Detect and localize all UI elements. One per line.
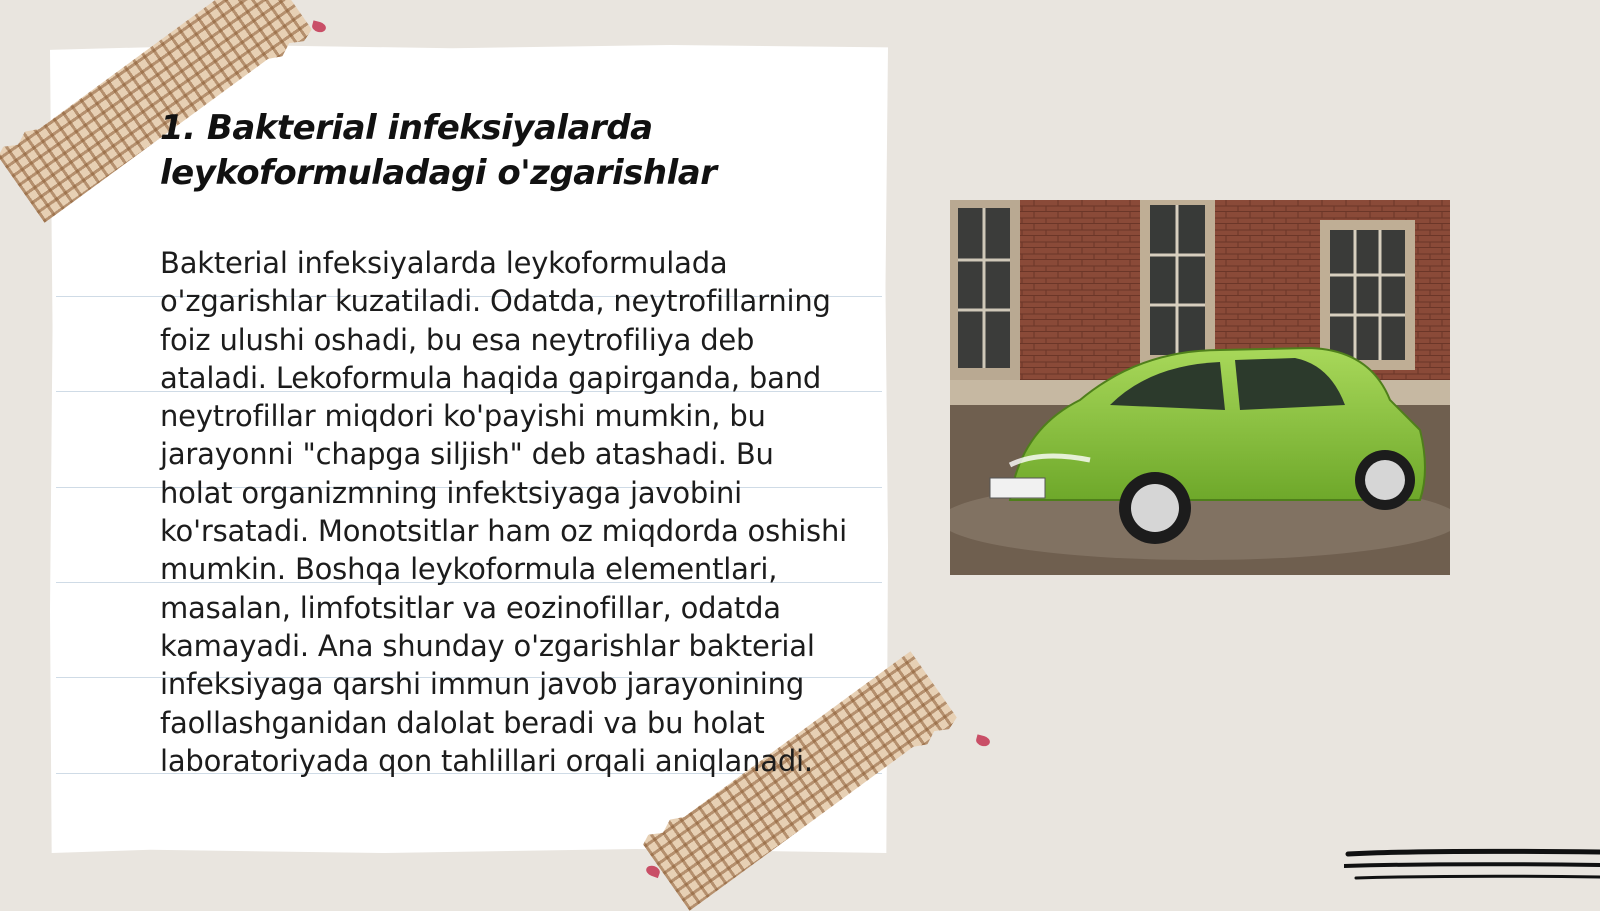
decorative-brush-lines	[1344, 840, 1600, 900]
car-photo	[950, 200, 1450, 575]
tape-pin-icon	[311, 20, 327, 33]
tape-pin-icon	[975, 734, 991, 747]
slide-title: 1. Bakterial infeksiyalarda leykoformuladagi o'zgarishlar	[160, 108, 717, 193]
slide-body-text: Bakterial infeksiyalarda leykoformulada o'zgarishlar kuzatiladi. Odatda, neytrofillarning foiz ulushi oshadi, bu esa neytrofiliya deb ataladi. Lekoformula haqida gapirganda, band neytrofillar miqdori ko'payishi mumkin, bu jarayonni "chapga siljish" deb atashadi. Bu holat organizmning infektsiyaga javobini ko'rsatadi. Monotsitlar ham oz miqdorda oshishi mumkin. Boshqa leykoformula elementlari, masalan, limfotsitlar va eozinofillar, odatda kamayadi. Ana shunday o'zgarishlar bakterial infeksiyaga qarshi immun javob jarayonining faollashganidan dalolat beradi va bu holat laboratoriyada qon tahlillari orqali aniqlanadi.	[160, 246, 847, 778]
